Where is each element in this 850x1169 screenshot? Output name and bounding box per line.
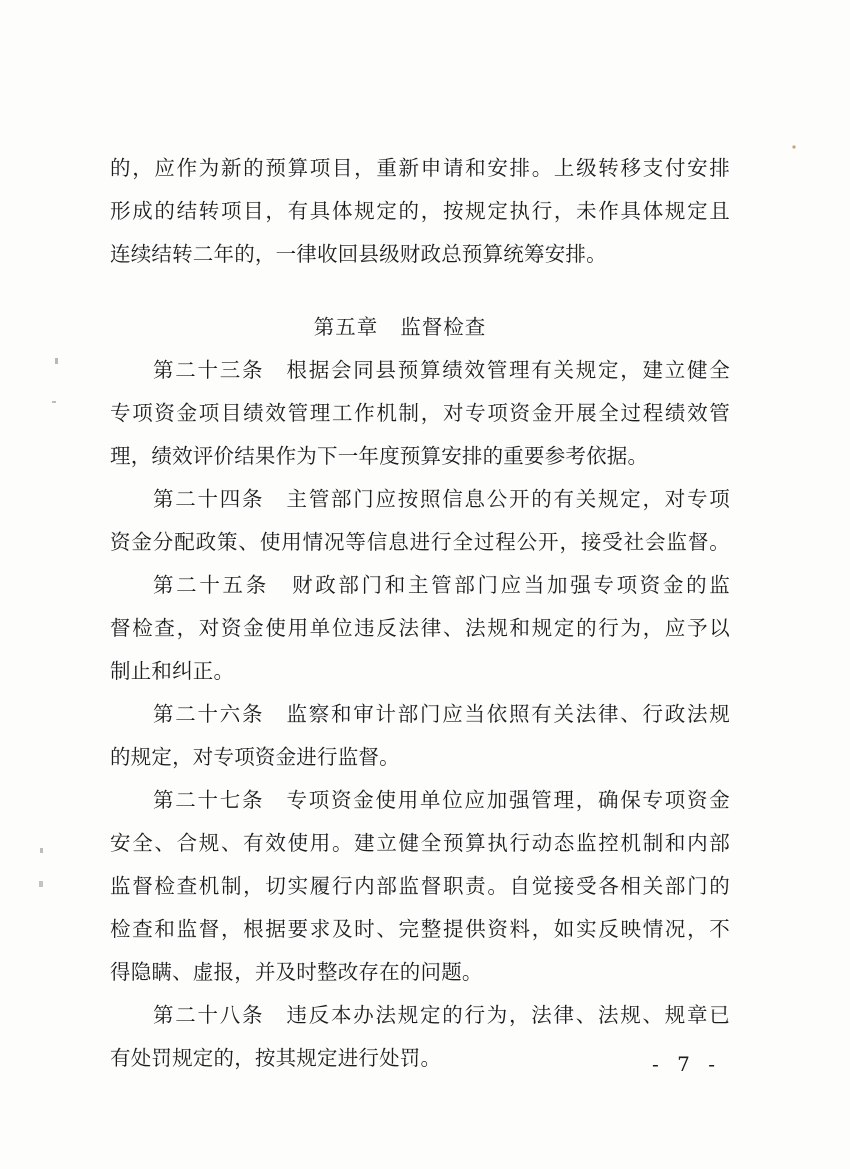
text-line: 的，应作为新的预算项目，重新申请和安排。上级转移支付安排 (110, 156, 730, 180)
scan-speck (792, 145, 795, 148)
text-line: 资金分配政策、使用情况等信息进行全过程公开，接受社会监督。 (110, 530, 730, 554)
text-line: 第二十七条 专项资金使用单位应加强管理，确保专项资金 (153, 788, 730, 812)
text-line: 第二十八条 违反本办法规定的行为，法律、法规、规章已 (153, 1003, 730, 1027)
text-line: 理，绩效评价结果作为下一年度预算安排的重要参考依据。 (110, 444, 649, 468)
article-25 (110, 564, 730, 693)
scan-speck (52, 401, 56, 403)
text-line: 第二十五条 财政部门和主管部门应当加强专项资金的监 (153, 573, 730, 597)
text-line: 安全、合规、有效使用。建立健全预算执行动态监控机制和内部 (110, 831, 730, 855)
text-line: 监督检查机制，切实履行内部监督职责。自觉接受各相关部门的 (110, 874, 730, 898)
article-27 (110, 779, 730, 994)
article-23 (110, 349, 730, 478)
text-line: 有处罚规定的，按其规定进行处罚。 (110, 1046, 442, 1070)
text-line: 制止和纠正。 (110, 659, 235, 683)
text-line: 第二十四条 主管部门应按照信息公开的有关规定，对专项 (153, 487, 730, 511)
text-line: 第二十三条 根据会同县预算绩效管理有关规定，建立健全 (153, 358, 730, 382)
chapter-heading (110, 306, 730, 349)
page-number: - 7 - (652, 1052, 721, 1076)
text-line: 形成的结转项目，有具体规定的，按规定执行，未作具体规定且 (110, 199, 730, 223)
text-line: 第二十六条 监察和审计部门应当依照有关法律、行政法规 (153, 702, 730, 726)
article-26 (110, 693, 730, 779)
text-line: 检查和监督，根据要求及时、完整提供资料，如实反映情况，不 (110, 917, 730, 941)
chapter-number: 第五章 (313, 315, 379, 339)
text-line: 督检查，对资金使用单位违反法律、法规和规定的行为，应予以 (110, 616, 730, 640)
paragraph-continuation (110, 147, 730, 276)
text-line: 连续结转二年的，一律收回县级财政总预算统筹安排。 (110, 242, 607, 266)
text-line: 得隐瞒、虚报，并及时整改存在的问题。 (110, 960, 483, 984)
section-gap (110, 276, 730, 306)
text-line: 的规定，对专项资金进行监督。 (110, 745, 400, 769)
article-24 (110, 478, 730, 564)
scan-speck (39, 881, 43, 887)
document-body (110, 147, 730, 1080)
chapter-title: 监督检查 (400, 315, 487, 339)
scan-speck (55, 358, 58, 364)
text-line: 专项资金项目绩效管理工作机制，对专项资金开展全过程绩效管 (110, 401, 730, 425)
article-28 (110, 994, 730, 1080)
scan-speck (40, 848, 43, 853)
